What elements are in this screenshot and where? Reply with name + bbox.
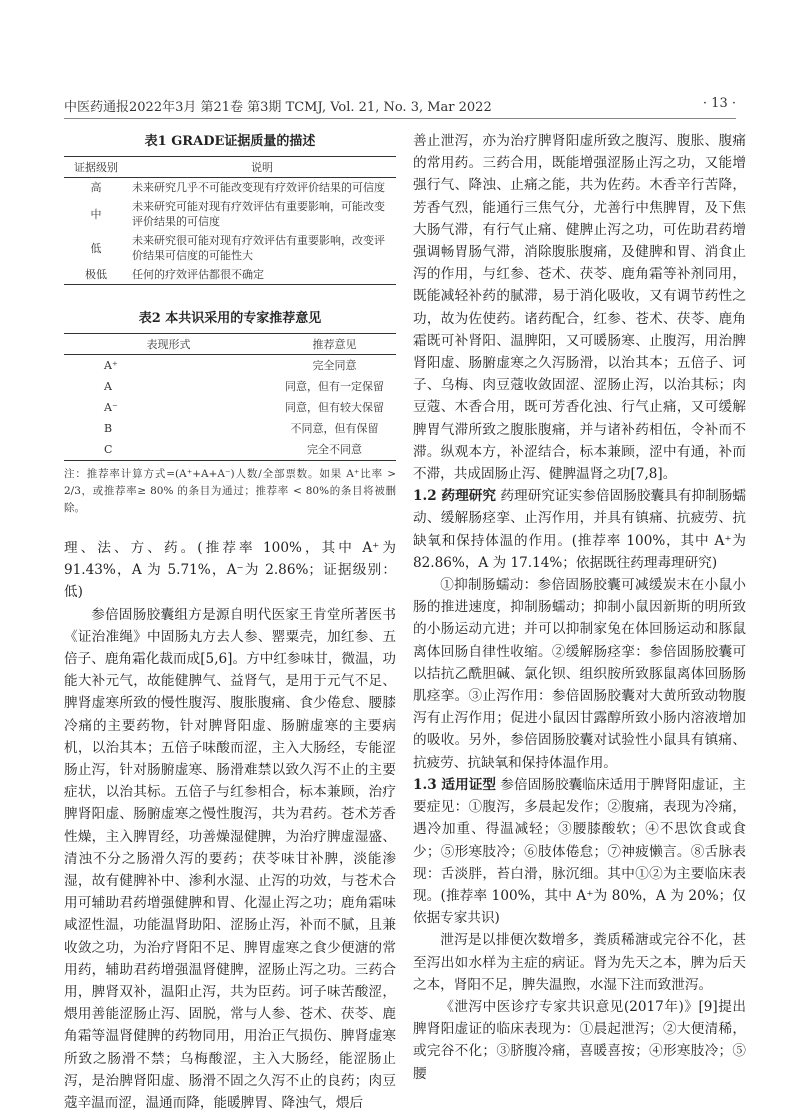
paragraph: 理、法、方、药。(推荐率 100%，其中 A⁺为 91.43%，A 为 5.71%，A⁻为 2.86%；证据级别：低) — [64, 540, 396, 601]
evidence-level: 中 — [90, 207, 102, 221]
table2-header-row — [64, 334, 396, 355]
recommend-opinion: 同意，但有较大保留 — [285, 401, 384, 414]
table2-note: 注：推荐率计算方式=(A⁺+A+A⁻)人数/全部票数。如果 A⁺比率 > 2/3，或推荐率≥ 80% 的条目为通过；推荐率 < 80%的条目将被删除。 — [64, 468, 396, 514]
table-row — [64, 355, 396, 377]
table-row — [64, 376, 396, 397]
section-body: 药理研究证实参倍固肠胶囊具有抑制肠蠕动、缓解肠痉挛、止泻作用，并具有镇痛、抗疲劳、抗缺氧和保持体温的作用。(推荐率 100%，其中 A⁺为 82.86%，A 为 17.14%；依据既往药理毒理研究) — [413, 488, 746, 571]
paragraph: 善止泄泻，亦为治疗脾肾阳虚所致之腹泻、腹胀、腹痛的常用药。三药合用，既能增强涩肠止泻之功，又能增强行气、降浊、止痛之能，共为佐药。木香辛行苦降，芳香气烈，能通行三焦气分，尤善行中焦脾胃，及下焦大肠气滞，有行气止痛、健脾止泻之功，可佐助君药增强调畅胃肠气滞，消除腹胀腹痛，及健脾和胃、消食止泻的作用，与红参、苍术、茯苓、鹿角霜等补剂同用，既能减轻补药的腻滞，易于消化吸收，又有调节药性之功，故为佐使药。诸药配合，红参、苍术、茯苓、鹿角霜既可补肾阳、温脾阳，又可暖肠寒、止腹泻，用治脾肾阳虚、肠腑虚寒之久泻肠滑，以治其本；五倍子、诃子、乌梅、肉豆蔻收敛固涩、涩肠止泻，以治其标；肉豆蔻、木香合用，既可芳香化浊、行气止痛，又可缓解脾胃气滞所致之腹胀腹痛，并与诸补药相伍，令补而不滞。纵观本方，补涩结合，标本兼顾，涩中有通，补而不滞，共成固肠止泻、健脾温肾之功[7,8]。 — [413, 133, 746, 483]
section-heading: 1.2 药理研究 — [413, 488, 497, 505]
table1-header-level: 证据级别 — [64, 157, 128, 178]
evidence-level: 低 — [90, 241, 102, 255]
right-column — [413, 130, 746, 1085]
table-row — [64, 265, 396, 285]
evidence-desc: 未来研究可能对现有疗效评估有重要影响，可能改变评价结果的可信度 — [132, 200, 385, 228]
left-column — [64, 130, 396, 1114]
evidence-level: 极低 — [64, 265, 128, 285]
paragraph: 泄泻是以排便次数增多，粪质稀溏或完谷不化，甚至泻出如水样为主症的病证。肾为先天之本，脾为后天之本，肾阳不足，脾失温煦，水湿下注而致泄泻。 — [413, 932, 746, 993]
recommend-form: C — [64, 439, 273, 461]
table2-header-form: 表现形式 — [64, 334, 273, 355]
table-row — [64, 231, 396, 265]
section-heading: 1.3 适用证型 — [413, 776, 497, 793]
page-header — [64, 96, 736, 115]
recommend-opinion: 不同意，但有保留 — [290, 422, 379, 435]
section-1-2 — [413, 485, 746, 574]
table1-title: 表1 GRADE证据质量的描述 — [144, 134, 316, 149]
table1 — [64, 156, 396, 285]
recommend-form: A⁺ — [104, 359, 118, 372]
evidence-desc: 未来研究很可能对现有疗效评估有重要影响，改变评价结果可信度的可能性大 — [132, 234, 385, 262]
table-row — [64, 178, 396, 198]
recommend-form: A — [104, 380, 112, 393]
table1-header-desc: 说明 — [128, 157, 396, 178]
paragraph: 参倍固肠胶囊组方是源自明代医家王肯堂所著医书《证治准绳》中固肠丸方去人参、罂粟壳，加红参、五倍子、鹿角霜化裁而成[5,6]。方中红参味甘，微温，功能大补元气，故能健脾气、益肾气，是用于元气不足、脾肾虚寒所致的慢性腹泻、腹胀腹痛、食少倦怠、腰膝冷痛的主要药物，针对脾肾阳虚、肠腑虚寒的主要病机，以治其本；五倍子味酸而涩，主入大肠经，专能涩肠止泻，针对肠腑虚寒、肠滑难禁以致久泻不止的主要症状，以治其标。五倍子与红参相合，标本兼顾，治疗脾肾阳虚、肠腑虚寒之慢性腹泻，共为君药。苍术芳香性燥，主入脾胃经，功善燥湿健脾，为治疗脾虚湿盛、清浊不分之肠滑久泻的要药；茯苓味甘补脾，淡能渗湿，故有健脾补中、渗利水湿、止泻的功效，与苍术合用可辅助君药增强健脾和胃、化湿止泻之功；鹿角霜味咸涩性温，功能温肾助阳、涩肠止泻，补而不腻，且兼收敛之功，为治疗肾阳不足、脾胃虚寒之食少便溏的常用药，辅助君药增强温肾健脾，涩肠止泻之功。三药合用，脾肾双补，温阳止泻，共为臣药。诃子味苦酸涩，煨用善能涩肠止泻、固脱，常与人参、苍术、茯苓、鹿角霜等温肾健脾的药物同用，用治正气损伤、脾肾虚寒所致之肠滑不禁；乌梅酸涩，主入大肠经，能涩肠止泻，是治脾肾阳虚、肠滑不固之久泻不止的良药；肉豆蔻辛温而涩，温通而降，能暖脾胃、降浊气，煨后 — [64, 606, 396, 1112]
recommend-form: B — [104, 422, 113, 435]
table-row — [64, 439, 396, 461]
table1-header-row — [64, 157, 396, 178]
recommend-opinion: 完全同意 — [312, 359, 357, 372]
evidence-desc: 未来研究几乎不可能改变现有疗效评价结果的可信度 — [132, 181, 385, 194]
evidence-level: 高 — [90, 181, 102, 194]
table2 — [64, 333, 396, 461]
recommend-opinion: 完全不同意 — [273, 439, 396, 461]
header-rule — [64, 118, 736, 119]
table-row — [64, 197, 396, 231]
table2-title: 表2 本共识采用的专家推荐意见 — [138, 311, 322, 326]
table-row — [64, 418, 396, 439]
paragraph: ①抑制肠蠕动：参倍固肠胶囊可减缓炭末在小鼠小肠的推进速度，抑制肠蠕动；抑制小鼠因新斯的明所致的小肠运动亢进；并可以抑制家兔在体回肠运动和豚鼠离体回肠自律性收缩。②缓解肠痉挛：参倍固肠胶囊可以拮抗乙酰胆碱、氯化钡、组织胺所致豚鼠离体回肠肠肌痉挛。③止泻作用：参倍固肠胶囊对大黄所致动物腹泻有止泻作用；促进小鼠因甘露醇所致小肠内溶液增加的吸收。另外，参倍固肠胶囊对试验性小鼠具有镇痛、抗疲劳、抗缺氧和保持体温作用。 — [413, 577, 746, 771]
table2-header-opinion: 推荐意见 — [273, 334, 396, 355]
journal-info: 中医药通报2022年3月 第21卷 第3期 TCMJ, Vol. 21, No. 3, Mar 2022 — [64, 100, 492, 115]
recommend-form: A⁻ — [104, 401, 118, 414]
section-body: 参倍固肠胶囊临床适用于脾肾阳虚证，主要症见：①腹泻，多晨起发作；②腹痛，表现为冷痛，遇冷加重、得温减轻；③腰膝酸软；④不思饮食或食少；⑤形寒肢冷；⑥肢体倦怠；⑦神疲懒言。⑧舌脉表现：舌淡胖，苔白滑，脉沉细。其中①②为主要临床表现。(推荐率 100%，其中 A⁺为 80%，A 为 20%；仅依据专家共识) — [413, 776, 746, 927]
table-row — [64, 397, 396, 418]
recommend-opinion: 同意，但有一定保留 — [285, 380, 384, 393]
evidence-desc: 任何的疗效评估都很不确定 — [128, 265, 396, 285]
paragraph: 《泄泻中医诊疗专家共识意见(2017年)》[9]提出脾肾阳虚证的临床表现为：①晨起泄泻；②大便清稀，或完谷不化；③脐腹冷痛，喜暖喜按；④形寒肢冷；⑤腰 — [413, 998, 746, 1082]
page-number: · 13 · — [702, 96, 736, 111]
section-1-3 — [413, 774, 746, 929]
